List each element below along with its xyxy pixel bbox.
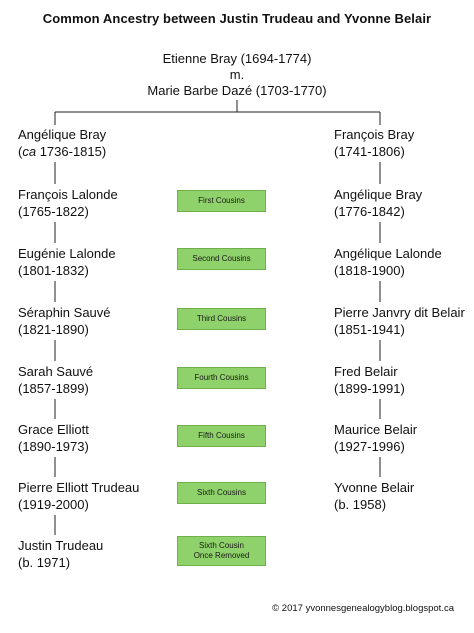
person-dates: (1821-1890) xyxy=(18,322,89,337)
person-name: Pierre Elliott Trudeau xyxy=(18,480,140,495)
relation-badge-first-cousins: First Cousins xyxy=(177,190,266,212)
relation-badge-second-cousins: Second Cousins xyxy=(177,248,266,270)
relation-label-line1: Sixth Cousin xyxy=(199,541,244,550)
person-name: Angélique Lalonde xyxy=(334,246,442,261)
right-person-5 xyxy=(334,363,405,397)
person-name: Justin Trudeau xyxy=(18,538,104,553)
person-name: Séraphin Sauvé xyxy=(18,305,111,320)
relation-badge-fifth-cousins: Fifth Cousins xyxy=(177,425,266,447)
ancestor-husband: Etienne Bray (1694-1774) xyxy=(162,51,312,66)
right-person-1 xyxy=(334,126,414,160)
left-person-7 xyxy=(18,479,139,513)
person-name: Angélique Bray xyxy=(18,127,107,142)
ancestor-wife: Marie Barbe Dazé (1703-1770) xyxy=(147,83,327,98)
copyright-credit: © 2017 yvonnesgenealogyblog.blogspot.ca xyxy=(272,603,454,614)
right-person-7 xyxy=(334,479,414,513)
right-person-6 xyxy=(334,421,417,455)
person-name: François Lalonde xyxy=(18,187,118,202)
person-dates: (1927-1996) xyxy=(334,439,405,454)
person-name: Maurice Belair xyxy=(334,422,418,437)
relation-label-line2: Once Removed xyxy=(193,551,250,560)
person-dates: (1919-2000) xyxy=(18,497,89,512)
left-person-8 xyxy=(18,537,103,571)
person-name: Yvonne Belair xyxy=(334,480,415,495)
person-dates: (1801-1832) xyxy=(18,263,89,278)
relation-badge-sixth-cousin-once-removed xyxy=(177,536,266,566)
person-dates: (b. 1958) xyxy=(334,497,387,512)
chart-title: Common Ancestry between Justin Trudeau and Yvonne Belair xyxy=(42,11,432,26)
left-person-3 xyxy=(18,245,116,279)
person-name: Pierre Janvry dit Belair xyxy=(334,305,465,320)
right-person-2 xyxy=(334,186,422,220)
left-person-1 xyxy=(18,126,106,160)
person-dates: (1776-1842) xyxy=(334,204,405,219)
right-person-3 xyxy=(334,245,442,279)
common-ancestors xyxy=(0,51,474,99)
relation-badge-third-cousins: Third Cousins xyxy=(177,308,266,330)
person-dates: (ca 1736-1815) xyxy=(18,144,107,159)
person-name: Eugénie Lalonde xyxy=(18,246,116,261)
left-person-4 xyxy=(18,304,111,338)
right-person-4 xyxy=(334,304,465,338)
person-dates: (b. 1971) xyxy=(18,555,71,570)
person-dates: (1857-1899) xyxy=(18,381,89,396)
person-dates: (1851-1941) xyxy=(334,322,405,337)
person-name: Fred Belair xyxy=(334,364,398,379)
marriage-marker: m. xyxy=(229,67,245,82)
person-name: Angélique Bray xyxy=(334,187,423,202)
left-person-6 xyxy=(18,421,89,455)
person-name: Sarah Sauvé xyxy=(18,364,94,379)
left-person-2 xyxy=(18,186,118,220)
person-dates: (1899-1991) xyxy=(334,381,405,396)
left-person-5 xyxy=(18,363,93,397)
person-name: François Bray xyxy=(334,127,415,142)
person-dates: (1890-1973) xyxy=(18,439,89,454)
relation-badge-fourth-cousins: Fourth Cousins xyxy=(177,367,266,389)
person-dates: (1818-1900) xyxy=(334,263,405,278)
person-name: Grace Elliott xyxy=(18,422,89,437)
person-dates: (1741-1806) xyxy=(334,144,405,159)
person-dates: (1765-1822) xyxy=(18,204,89,219)
relation-badge-sixth-cousins: Sixth Cousins xyxy=(177,482,266,504)
